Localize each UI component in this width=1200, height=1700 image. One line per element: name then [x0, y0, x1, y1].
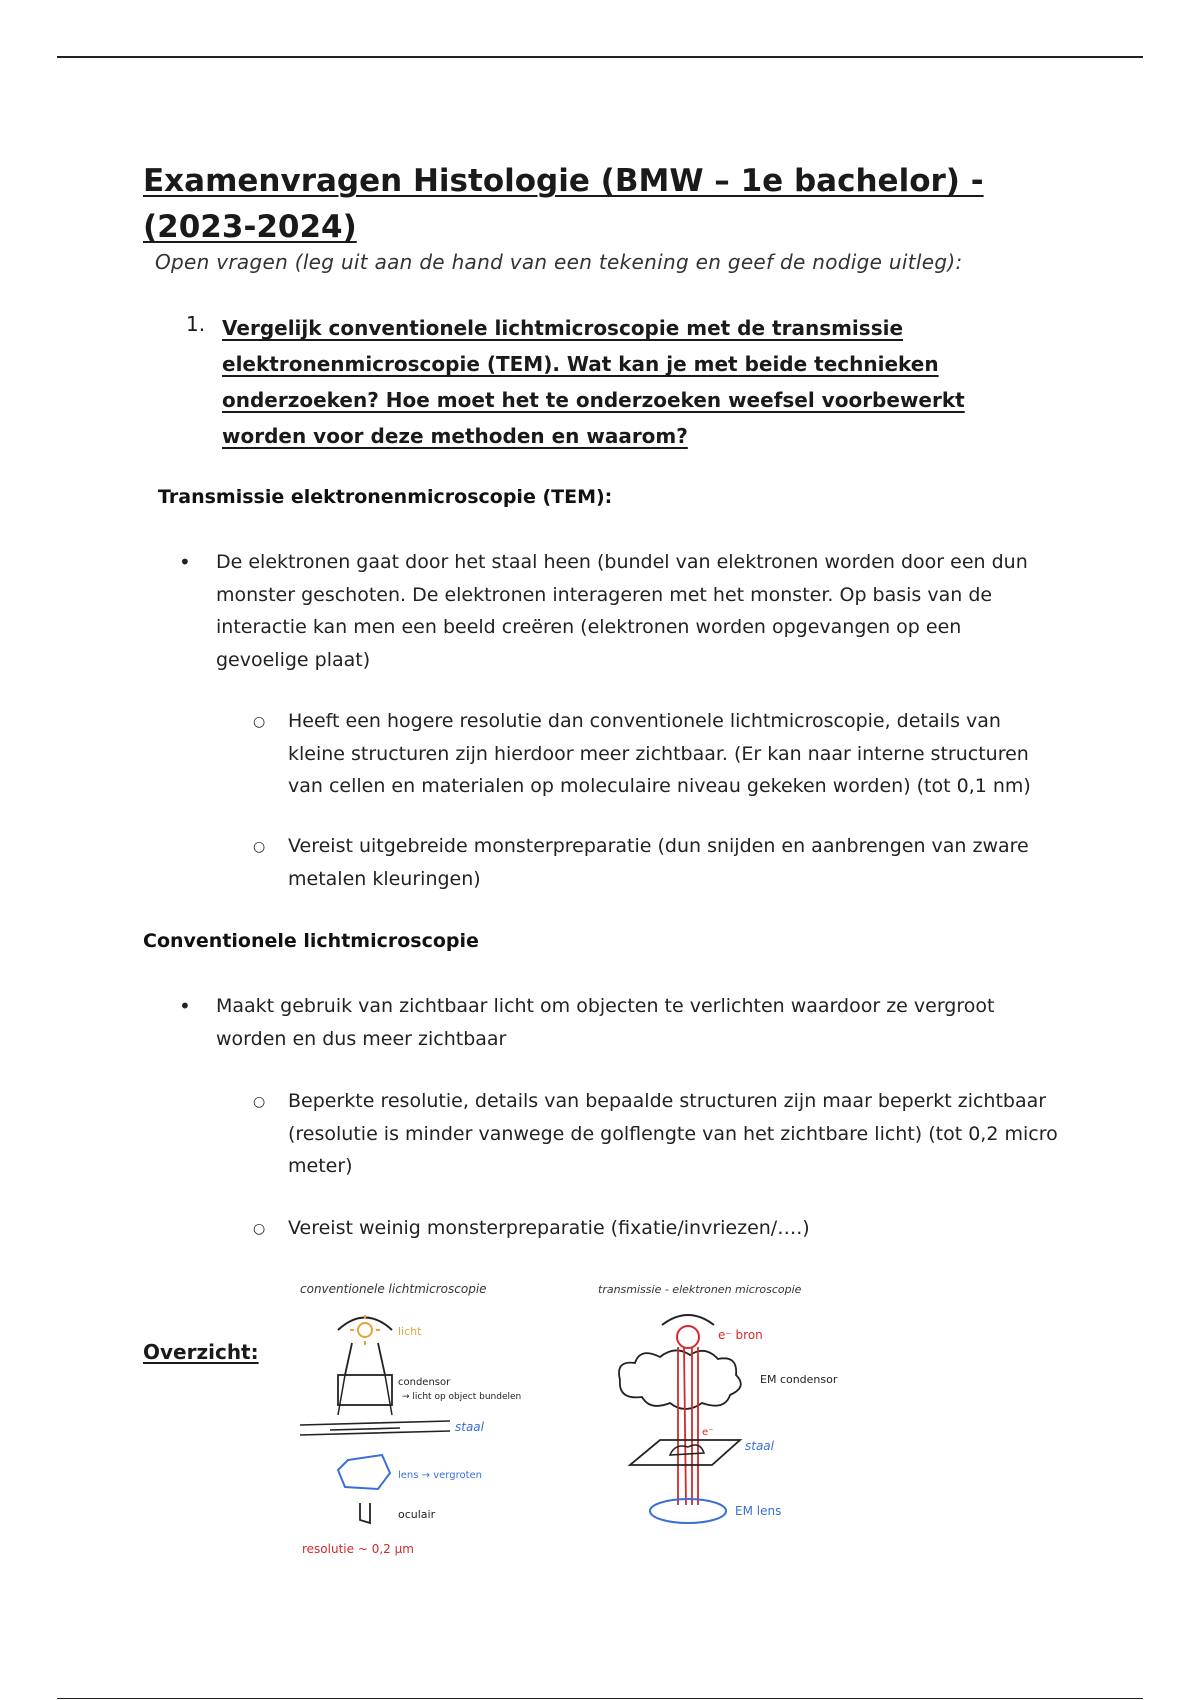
tem-sketch-title: transmissie - elektronen microscopie: [598, 1283, 802, 1296]
tem-sketch: [590, 1275, 860, 1565]
lm-sub-1: ○ Beperkte resolutie, details van bepaalde structuren zijn maar beperkt zichtbaar (resolutie is minder vanwege de golflengte van het zichtbare licht) (tot 0,2 micro meter): [288, 1085, 1078, 1183]
tem-label-staal: staal: [745, 1439, 774, 1453]
tem-heading: Transmissie elektronenmicroscopie (TEM):: [158, 486, 613, 508]
electron-gun-hood: [662, 1315, 714, 1325]
em-lens-shape: [650, 1499, 726, 1523]
bottom-rule: [57, 1698, 1143, 1699]
question-number: 1.: [186, 312, 206, 336]
light-microscope-sketch: [290, 1275, 580, 1565]
question-text: Vergelijk conventionele lichtmicroscopie met de transmissie elektronenmicroscopie (TEM). Wat kan je met beide technieken onderzoeken? Hoe moet het te onderzoeken weefsel voorbewerkt worden voor deze methoden en waarom?: [222, 316, 965, 448]
instructions: Open vragen (leg uit aan de hand van een tekening en geef de nodige uitleg):: [155, 250, 963, 274]
tem-bullet: • De elektronen gaat door het staal heen (bundel van elektronen worden door een dun monster geschoten. De elektronen interageren met het monster. Op basis van de interactie kan men een beeld creëren (elektronen worden opgevangen op een gevoelige plaat): [216, 546, 1046, 676]
specimen-blob: [670, 1445, 704, 1455]
tem-label-bron: e⁻ bron: [718, 1328, 763, 1342]
lm-label-staal: staal: [455, 1420, 484, 1434]
lm-label-oculair: oculair: [398, 1508, 436, 1521]
electron-source-icon: [677, 1326, 699, 1348]
em-condensor-shape: [619, 1350, 741, 1409]
stage-lines: [300, 1421, 450, 1435]
lm-bullet: • Maakt gebruik van zichtbaar licht om objecten te verlichten waardoor ze vergroot worden en dus meer zichtbaar: [216, 990, 1046, 1055]
lm-sub-2: ○ Vereist weinig monsterpreparatie (fixatie/invriezen/….): [288, 1212, 1058, 1245]
tem-label-lens: EM lens: [735, 1504, 782, 1518]
lm-label-lens: lens → vergroten: [398, 1470, 482, 1481]
lm-label-condensor: condensor: [398, 1377, 451, 1388]
lm-label-resolutie: resolutie ~ 0,2 µm: [302, 1542, 414, 1556]
condensor-lines: [338, 1375, 392, 1415]
ocular-shape: [360, 1503, 370, 1523]
lm-label-licht: licht: [398, 1325, 422, 1338]
overview-label: Overzicht:: [143, 1340, 259, 1364]
lm-heading: Conventionele lichtmicroscopie: [143, 930, 479, 952]
light-beam: [345, 1343, 385, 1375]
objective-lens-shape: [338, 1455, 390, 1489]
lm-sketch-title: conventionele lichtmicroscopie: [300, 1282, 487, 1296]
top-rule: [57, 56, 1143, 58]
tem-sub-1: ○ Heeft een hogere resolutie dan conventionele lichtmicroscopie, details van kleine structuren zijn hierdoor meer zichtbaar. (Er kan naar interne structuren van cellen en materialen op moleculaire niveau gekeken worden) (tot 0,1 nm): [288, 705, 1058, 803]
tem-label-condensor: EM condensor: [760, 1373, 838, 1386]
tem-sub-2: ○ Vereist uitgebreide monsterpreparatie (dun snijden en aanbrengen van zware metalen kleuringen): [288, 830, 1058, 895]
page-title: Examenvragen Histologie (BMW – 1e bachelor) - (2023-2024): [143, 163, 984, 245]
lm-label-bundelen: → licht op object bundelen: [402, 1392, 522, 1402]
condensor-shape: [338, 1375, 392, 1405]
tem-label-e: e⁻: [702, 1427, 714, 1438]
electron-beam: [678, 1347, 698, 1505]
